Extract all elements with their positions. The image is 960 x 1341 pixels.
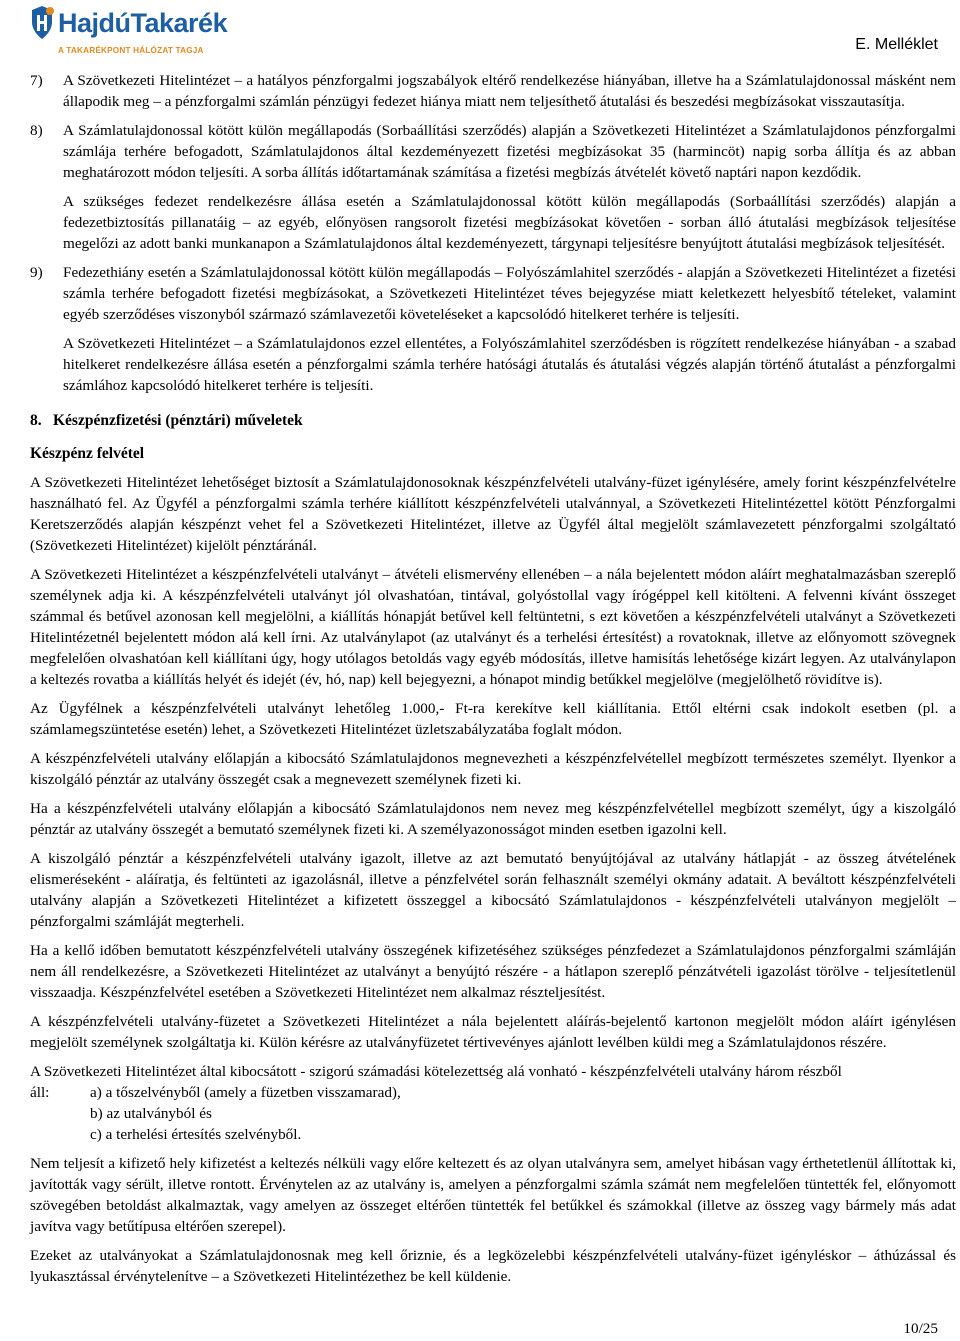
item-text: A Számlatulajdonossal kötött külön megállapodás (Sorbaállítási szerződés) alapján a Szövetkezeti Hitelintézet a Számlatulajdonos pénzforgalmi számlája terhére befogadott, Számlatulajdonos által kezdeményezett fizetési megbízásokat 35 (harmincöt) napig sorba állítja és az abban meghatározott módon teljesíti. A sorba állítás időtartamának számítása a fizetési megbízás átvételét követő naptári napon kezdődik. (63, 122, 956, 181)
list-item: a) a tőszelvényből (amely a füzetben visszamarad), (90, 1084, 401, 1101)
list-item: c) a terhelési értesítés szelvényből. (90, 1126, 302, 1143)
paragraph: A szükséges fedezet rendelkezésre állása esetén a Számlatulajdonossal kötött külön megállapodás (Sorbaállítási szerződés) alapján a fedezetbiztosítás pillanatáig – az egyéb, előnyösen rangsorolt fizetési megbízásokat követően - sorban álló átutalási megbízások teljesítése megelőzi az adott banki munkanapon a Számlatulajdonos által kezdeményezett, tárgynapi teljesítésre benyújtott átutalási megbízások teljesítését. (63, 193, 956, 252)
item-text: Fedezethiány esetén a Számlatulajdonossal kötött külön megállapodás – Folyószámlahitel szerződés - alapján a Szövetkezeti Hitelintézet a fizetési számla terhére befogadott fizetési megbízásokat, a Szövetkezeti Hitelintézet téves bejegyzése miatt keletkezett helyesbítő tételeket, valamint egyéb szerződéses viszonyból származó számlavezetői követeléseket a kapcsolódó hitelkeret terhére is teljesíti. (63, 264, 956, 323)
paragraph: Ha a készpénzfelvételi utalvány előlapján a kibocsátó Számlatulajdonos nem nevez meg készpénzfelvétellel megbízott személyt, úgy a kiszolgáló pénztár az utalvány összegét a bemutató személynek fizeti ki. A személyazonosságot minden esetben igazolni kell. (30, 800, 956, 838)
parts-list (30, 1082, 956, 1145)
list-item: b) az utalványból és (90, 1105, 212, 1122)
paragraph: A készpénzfelvételi utalvány-füzetet a Szövetkezeti Hitelintézet a nála bejelentett aláírás-bejelentő kartonon megjelölt módon aláírt igénylésen megjelölt személynek szolgáltatja ki. Külön kérésre az utalványfüzetet tértivevényes ajánlott levélben küldi meg a Számlatulajdonos részére. (30, 1013, 956, 1051)
list-item-9 (30, 262, 956, 325)
paragraph: Nem teljesít a kifizető hely kifizetést a keltezés nélküli vagy előre keltezett és az olyan utalványra sem, amelyet hibásan vagy érthetetlenül állítottak ki, javították vagy sérült, illetve rontott. Érvénytelen az az utalvány is, amelyen a pénzforgalmi számla számát nem megfelelően tüntették fel, előnyomott szövegében betoldást alkalmaztak, vagy amelyen az összeget eltérően tüntették fel betűkkel és számokkal (illetve az összeg vagy bármely más adat javítva vagy betűtípusa eltérően szerepel). (30, 1155, 956, 1235)
paragraph: A Szövetkezeti Hitelintézet – a Számlatulajdonos ezzel ellentétes, a Folyószámlahitel szerződésben is rögzített rendelkezése hiányában - a szabad hitelkeret rendelkezésre állása esetén a pénzforgalmi számla terhére hatósági átutalás és átutalási végzés alapján történő átutalást a pénzforgalmi számlához kapcsolódó hitelkeret terhére is teljesíti. (63, 335, 956, 394)
hajdu-takarek-logo (28, 6, 228, 54)
section-heading (30, 410, 956, 431)
document-body (30, 70, 956, 1287)
logo-tagline: A TAKARÉKPONT HÁLÓZAT TAGJA (58, 46, 204, 55)
list-item-8 (30, 120, 956, 183)
item-number: 9) (30, 264, 43, 281)
page-number: 10/25 (903, 1320, 938, 1337)
section-number: 8. (30, 412, 42, 429)
item-number: 7) (30, 72, 43, 89)
page-header (0, 0, 960, 60)
paragraph: A kiszolgáló pénztár a készpénzfelvételi utalvány igazolt, illetve az azt bemutató benyújtójával az utalvány hátlapját - az összeg átvételének elismeréseként - aláíratja, és feltünteti az igazolásnál, illetve a pénzfelvétel során felhasznált személyi okmány adatait. A beváltott készpénzfelvételi utalvány alapján a Szövetkezeti Hitelintézet a kifizetett összeggel a kibocsátó Számlatulajdonos - készpénzfelvételi utalványon megjelölt – pénzforgalmi számláját megterheli. (30, 850, 956, 930)
logo-wordmark-part2: Takarék (130, 8, 228, 38)
list-item-7 (30, 70, 956, 112)
subsection-heading: Készpénz felvétel (30, 445, 145, 462)
paragraph: A Szövetkezeti Hitelintézet által kibocsátott - szigorú számadási kötelezettség alá vonható - készpénzfelvételi utalvány három részből (30, 1063, 842, 1080)
paragraph: Ha a kellő időben bemutatott készpénzfelvételi utalvány összegének kifizetéséhez szükséges pénzfedezet a Számlatulajdonos pénzforgalmi számláján nem áll rendelkezésre, a Szövetkezeti Hitelintézet az utalványt a benyújtó részére - a hátlapon szereplő pénzátvételi igazolást törölve - teljesítetlenül visszaadja. Készpénzfelvétel esetében a Szövetkezeti Hitelintézet nem alkalmaz részteljesítést. (30, 942, 956, 1001)
paragraph: Az Ügyfélnek a készpénzfelvételi utalványt lehetőleg 1.000,- Ft-ra kerekítve kell kiállítania. Ettől eltérni csak indokolt esetben (pl. a számlamegszüntetése esetén) lehet, a Szövetkezeti Hitelintézet üzletszabályzatába foglalt módon. (30, 700, 956, 738)
logo-wordmark-part1: Hajdú (58, 8, 131, 38)
paragraph: Ezeket az utalványokat a Számlatulajdonosnak meg kell őriznie, és a legközelebbi készpénzfelvételi utalvány-füzet igényléskor – áthúzással és lyukasztással érvénytelenítve – a Szövetkezeti Hitelintézethez be kell küldenie. (30, 1247, 956, 1285)
paragraph: A Szövetkezeti Hitelintézet lehetőséget biztosít a Számlatulajdonosoknak készpénzfelvételi utalvány-füzet igénylésére, amely forint készpénzfelvételre használható fel. Az Ügyfél a pénzforgalmi számla terhére kiállított készpénzfelvételi utalvánnyal, a Szövetkezeti Hitelintézettel kötött Pénzforgalmi Keretszerződés alapján készpénzt vehet fel a Szövetkezeti Hitelintézet, illetve az Ügyfél által megjelölt számlavezetett pénzforgalmi szolgáltató (Szövetkezeti Hitelintézet) kijelölt pénztáránál. (30, 474, 956, 554)
list-items (90, 1082, 401, 1145)
item-number: 8) (30, 122, 43, 139)
annex-label: E. Melléklet (855, 36, 938, 53)
item-text: A Szövetkezeti Hitelintézet – a hatályos pénzforgalmi jogszabályok eltérő rendelkezése hiányában, illetve ha a Számlatulajdonossal másként nem állapodik meg – a pénzforgalmi számlán pénzügyi fedezet hiánya miatt nem teljesíthető átutalási és beszedési megbízásokat visszautasítja. (63, 72, 956, 110)
list-lead: áll: (30, 1084, 50, 1101)
paragraph: A Szövetkezeti Hitelintézet a készpénzfelvételi utalványt – átvételi elismervény ellenében – a nála bejelentett módon aláírt meghatalmazásban szereplő személynek adja ki. A készpénzfelvételi utalványt jól olvashatóan, tintával, golyóstollal vagy írógéppel kell kitölteni. A felvenni kívánt összeget számmal és betűvel azonosan kell megjelölni, a kiállítás hónapját betűvel kell feltüntetni, s ezt követően a készpénzfelvételi utalványt a Szövetkezeti Hitelintézetnél bejelentett módon alá kell írni. Az utalványlapot (az utalványt és a terhelési értesítést) a rovatoknak, illetve az előnyomott szövegnek megfelelően olvashatóan kell kiállítani úgy, hogy utólagos betoldás vagy egyéb módosítás, illetve hamisítás lehetősége kizárt legyen. Az utalványlapon a keltezés rovatba a kiállítás helyét és idejét (év, hó, nap) kell bejegyezni, a hónapot mindig betűkkel megjelölve (megjelölhető rövidítve is). (30, 566, 956, 688)
logo-wordmark (58, 8, 227, 38)
paragraph: A készpénzfelvételi utalvány előlapján a kibocsátó Számlatulajdonos megnevezheti a készpénzfelvétellel megbízott természetes személyt. Ilyenkor a kiszolgáló pénztár az utalvány összegét csak a megnevezett személynek fizeti ki. (30, 750, 956, 788)
logo-mark-icon (28, 6, 56, 40)
section-title: Készpénzfizetési (pénztári) műveletek (53, 412, 303, 429)
